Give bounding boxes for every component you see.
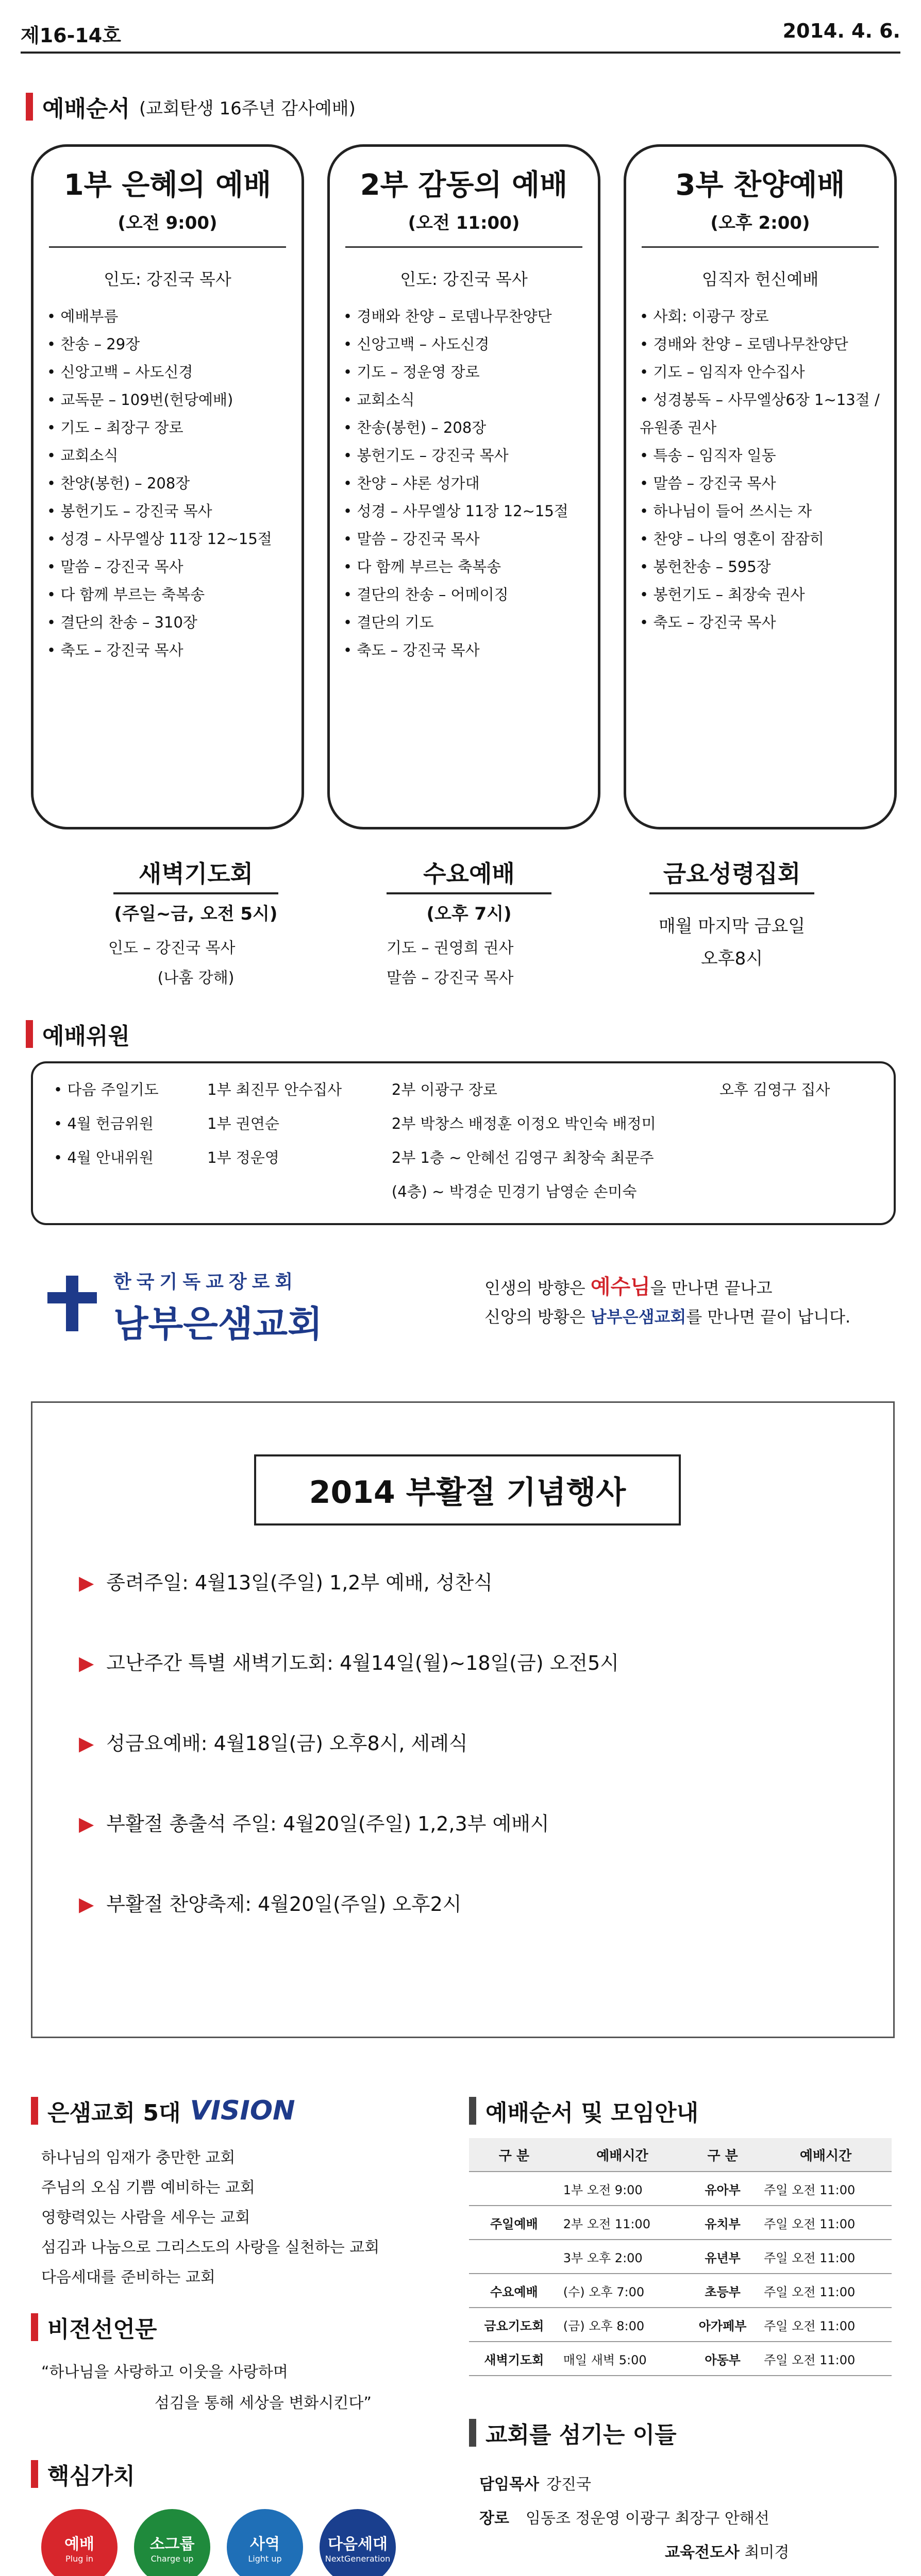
divider	[649, 892, 814, 894]
service-order-item: • 경배와 찬양 – 로뎀나무찬양단	[343, 302, 598, 330]
core-value-label: 사역	[250, 2535, 280, 2553]
service-order-item: • 특송 – 임직자 일동	[640, 442, 894, 469]
service-order-item: • 교독문 – 109번(헌당예배)	[47, 386, 302, 414]
vision-item: 주님의 오심 기쁨 예비하는 교회	[41, 2179, 255, 2197]
service-order-item: • 기도 – 정운영 장로	[343, 358, 598, 386]
section-marker-icon	[31, 2313, 38, 2341]
staff-cell: 1부 최진무 안수집사	[207, 1081, 342, 1098]
schedule-cell: 주일 오전 11:00	[760, 2308, 892, 2342]
schedule-row	[469, 2172, 892, 2206]
service-order-item: • 말씀 – 강진국 목사	[343, 525, 598, 553]
staff-cell: (4층) ~ 박경순 민경기 남영순 손미숙	[391, 1183, 637, 1200]
service-order-list	[626, 302, 894, 636]
slogan-highlight: 남부은샘교회	[590, 1307, 686, 1327]
schedule-header-cell: 예배시간	[559, 2138, 685, 2172]
church-name: 남부은샘교회	[113, 1303, 323, 1345]
worship-staff-heading	[26, 1018, 130, 1050]
service-order-item: • 신앙고백 – 사도신경	[343, 330, 598, 358]
service-box-2	[327, 144, 600, 829]
schedule-row	[469, 2240, 892, 2274]
schedule-cell	[469, 2240, 559, 2274]
slogan-line-2	[484, 1302, 897, 1331]
easter-event-text: 부활절 찬양축제: 4월20일(주일) 오후2시	[106, 1893, 462, 1916]
worship-heading-text: 예배순서	[42, 96, 130, 122]
easter-event-text: 성금요예배: 4월18일(금) 오후8시, 세례식	[106, 1732, 468, 1755]
staff-row	[54, 1175, 873, 1209]
staff-list	[479, 2468, 892, 2570]
staff-cell	[207, 1175, 392, 1209]
core-value-sub: Charge up	[150, 2553, 194, 2564]
bulletin-date: 2014. 4. 6.	[782, 20, 900, 42]
slogan-line-1	[484, 1273, 897, 1302]
church-denomination: 한국기독교장로회	[113, 1272, 298, 1293]
service-order-item: • 다 함께 부르는 축복송	[343, 553, 598, 581]
easter-event-text: 부활절 총출석 주일: 4월20일(주일) 1,2,3부 예배시	[106, 1812, 549, 1835]
vision-heading-text: 은샘교회 5대	[47, 2100, 181, 2126]
easter-event-item	[79, 1568, 862, 1598]
vision-list	[41, 2143, 454, 2293]
vision-item: 다음세대를 준비하는 교회	[41, 2268, 215, 2286]
service-order-item: • 하나님이 들어 쓰시는 자	[640, 497, 894, 525]
staff-value: 강진국	[546, 2476, 591, 2494]
schedule-cell: 주일 오전 11:00	[760, 2274, 892, 2308]
schedule-cell: 2부 오전 11:00	[559, 2206, 685, 2240]
issue-number: 제16-14호	[21, 24, 121, 47]
service-order-item: • 찬양 – 샤론 성가대	[343, 469, 598, 497]
staff-cell: • 다음 주일기도	[54, 1081, 159, 1098]
service-time: (오후 2:00)	[710, 213, 810, 233]
divider	[642, 246, 879, 248]
vision-heading	[31, 2094, 295, 2127]
schedule-header-cell: 예배시간	[760, 2138, 892, 2172]
schedule-cell: 금요기도회	[469, 2308, 559, 2342]
easter-events-box	[31, 1401, 895, 2038]
worship-subheading: (교회탄생 16주년 감사예배)	[139, 98, 356, 119]
easter-event-item	[79, 1728, 862, 1758]
schedule-cell: 주일 오전 11:00	[760, 2342, 892, 2376]
divider	[345, 246, 582, 248]
service-order-item: • 결단의 기도	[343, 608, 598, 636]
service-order-item: • 결단의 찬송 – 310장	[47, 608, 302, 636]
core-value-label: 소그룹	[149, 2535, 195, 2553]
sub-service-line: 인도 – 강진국 목사	[108, 939, 236, 957]
church-logo	[41, 1252, 412, 1345]
schedule-heading-text: 예배순서 및 모임안내	[485, 2100, 699, 2126]
arrow-icon: ▶	[79, 1893, 94, 1916]
service-box-3	[624, 144, 897, 829]
staff-cell: 오후 김영구 집사	[719, 1081, 830, 1098]
service-leader: 인도: 강진국 목사	[104, 269, 231, 289]
staff-cell: 2부 1층 ~ 안혜선 김영구 최창숙 최문주	[391, 1149, 654, 1166]
staff-cell: • 4월 안내위원	[54, 1149, 154, 1166]
slogan-text: 를 만나면 끝이 납니다.	[686, 1307, 851, 1327]
core-value-label: 예배	[64, 2535, 94, 2553]
sub-service-line: 매월 마지막 금요일	[658, 916, 806, 937]
schedule-cell: 주일 오전 11:00	[760, 2240, 892, 2274]
staff-cell: 1부 권연순	[207, 1115, 279, 1132]
worship-staff-box	[31, 1061, 896, 1225]
staff-cell: • 4월 헌금위원	[54, 1115, 154, 1132]
service-order-item: • 사회: 이광구 장로	[640, 302, 894, 330]
service-order-item: • 봉헌찬송 – 595장	[640, 553, 894, 581]
service-order-item: • 기도 – 임직자 안수집사	[640, 358, 894, 386]
sub-service-title: 수요예배	[423, 860, 515, 888]
section-marker-icon	[31, 2460, 38, 2488]
staff-label: 교육전도사	[665, 2544, 740, 2562]
schedule-cell: 초등부	[685, 2274, 760, 2308]
staff-label: 담임목사	[479, 2476, 539, 2494]
easter-event-list	[79, 1568, 862, 1970]
declaration-line: “하나님을 사랑하고 이웃을 사랑하며	[41, 2363, 288, 2381]
schedule-cell: 주일 오전 11:00	[760, 2172, 892, 2206]
service-leader: 인도: 강진국 목사	[400, 269, 528, 289]
worship-order-heading	[26, 90, 356, 123]
wednesday-service-block	[371, 855, 567, 988]
sub-service-time: (오후 7시)	[426, 904, 512, 924]
service-order-item: • 말씀 – 강진국 목사	[640, 469, 894, 497]
dawn-prayer-block	[98, 855, 294, 988]
service-order-item: • 교회소식	[343, 386, 598, 414]
section-marker-icon	[26, 1020, 33, 1048]
sub-service-line: (나훔 강해)	[157, 969, 235, 987]
service-order-item: • 찬양 – 나의 영혼이 잠잠히	[640, 525, 894, 553]
section-marker-icon	[469, 2097, 476, 2125]
service-order-item: • 기도 – 최장구 장로	[47, 414, 302, 442]
schedule-cell: 주일예배	[469, 2206, 559, 2240]
easter-event-item	[79, 1809, 862, 1839]
staff-pastor	[479, 2468, 892, 2502]
easter-event-item	[79, 1889, 862, 1919]
slogan-text: 을 만나면 끝나고	[650, 1278, 773, 1298]
core-values-heading	[31, 2458, 135, 2490]
service-title: 1부 은혜의 예배	[63, 168, 272, 202]
service-order-item: • 성경 – 사무엘상 11장 12~15절	[47, 525, 302, 553]
sub-service-line: 말씀 – 강진국 목사	[387, 969, 514, 987]
staff-edu	[479, 2536, 892, 2570]
easter-event-text: 고난주간 특별 새벽기도회: 4월14일(월)~18일(금) 오전5시	[106, 1652, 619, 1674]
service-order-list	[34, 302, 302, 664]
schedule-cell: (수) 오후 7:00	[559, 2274, 685, 2308]
worship-staff-heading-text: 예배위원	[42, 1023, 130, 1049]
declaration-text	[41, 2357, 454, 2419]
arrow-icon: ▶	[79, 1732, 94, 1755]
vision-item: 섬김과 나눔으로 그리스도의 사랑을 실천하는 교회	[41, 2239, 380, 2257]
service-order-item: • 축도 – 강진국 목사	[343, 636, 598, 664]
schedule-cell: 수요예배	[469, 2274, 559, 2308]
service-order-item: • 결단의 찬송 – 어메이징	[343, 581, 598, 608]
service-order-item: • 신앙고백 – 사도신경	[47, 358, 302, 386]
service-order-item: • 찬송(봉헌) – 208장	[343, 414, 598, 442]
slogan-highlight: 예수님	[590, 1275, 650, 1299]
staff-row	[54, 1141, 873, 1175]
service-order-item: • 경배와 찬양 – 로뎀나무찬양단	[640, 330, 894, 358]
core-value-badge	[41, 2509, 118, 2576]
schedule-row	[469, 2308, 892, 2342]
friday-meeting-block	[634, 855, 830, 970]
staff-value: 임동조 정운영 이광구 최장구 안해선	[526, 2510, 769, 2528]
staff-cell: 2부 박창스 배정훈 이정오 박인숙 배정미	[391, 1115, 656, 1132]
schedule-heading	[469, 2094, 698, 2127]
staff-cell	[54, 1175, 207, 1209]
service-title: 3부 찬양예배	[675, 168, 845, 202]
easter-event-text: 종려주일: 4월13일(주일) 1,2부 예배, 성찬식	[106, 1571, 493, 1594]
service-title: 2부 감동의 예배	[360, 168, 568, 202]
service-order-item: • 봉헌기도 – 최장숙 권사	[640, 581, 894, 608]
core-values-heading-text: 핵심가치	[47, 2463, 136, 2489]
schedule-table	[469, 2138, 892, 2376]
service-time: (오전 9:00)	[118, 213, 217, 233]
core-values-row	[41, 2509, 396, 2576]
service-order-item: • 축도 – 강진국 목사	[47, 636, 302, 664]
service-order-item: • 성경봉독 – 사무엘상6장 1~13절 / 유원종 권사	[640, 386, 894, 442]
easter-event-item	[79, 1648, 862, 1678]
schedule-cell: 3부 오후 2:00	[559, 2240, 685, 2274]
slogan-text: 인생의 방향은	[484, 1278, 591, 1298]
core-value-sub: NextGeneration	[325, 2553, 391, 2564]
core-value-badge	[134, 2509, 210, 2576]
staff-row	[54, 1073, 873, 1107]
service-time: (오전 11:00)	[408, 213, 520, 233]
service-leader: 임직자 헌신예배	[701, 269, 819, 289]
schedule-cell: 매일 새벽 5:00	[559, 2342, 685, 2376]
schedule-cell: 유아부	[685, 2172, 760, 2206]
staff-elders	[479, 2502, 892, 2536]
section-marker-icon	[26, 93, 33, 121]
service-order-item: • 찬송 – 29장	[47, 330, 302, 358]
arrow-icon: ▶	[79, 1652, 94, 1674]
worship-staff-rows	[33, 1063, 894, 1218]
schedule-cell: 유치부	[685, 2206, 760, 2240]
service-order-item: • 성경 – 사무엘상 11장 12~15절	[343, 497, 598, 525]
staff-heading-text: 교회를 섬기는 이들	[485, 2422, 677, 2448]
sub-service-line: 기도 – 권영희 권사	[387, 939, 514, 957]
service-order-item: • 교회소식	[47, 442, 302, 469]
core-value-sub: Plug in	[65, 2553, 94, 2564]
service-order-item: • 찬양(봉헌) – 208장	[47, 469, 302, 497]
staff-cell: 1부 정운영	[207, 1149, 279, 1166]
schedule-row	[469, 2206, 892, 2240]
service-box-1	[31, 144, 304, 829]
arrow-icon: ▶	[79, 1812, 94, 1835]
staff-value: 최미경	[744, 2544, 790, 2562]
divider	[113, 892, 278, 894]
divider	[387, 892, 551, 894]
schedule-cell: 유년부	[685, 2240, 760, 2274]
staff-row	[54, 1107, 873, 1141]
service-order-item: • 다 함께 부르는 축복송	[47, 581, 302, 608]
schedule-header-row	[469, 2138, 892, 2172]
schedule-row	[469, 2342, 892, 2376]
schedule-header-cell: 구 분	[469, 2138, 559, 2172]
vision-heading-accent: VISION	[190, 2095, 295, 2126]
bulletin-header	[21, 10, 900, 54]
declaration-heading	[31, 2311, 157, 2344]
church-cross-logo-icon	[41, 1273, 103, 1334]
sub-service-title: 새벽기도회	[138, 860, 254, 888]
slogan-text: 신앙의 방황은	[484, 1307, 591, 1327]
schedule-cell: 아동부	[685, 2342, 760, 2376]
schedule-cell	[469, 2172, 559, 2206]
schedule-header-cell: 구 분	[685, 2138, 760, 2172]
service-order-list	[330, 302, 598, 664]
schedule-cell: 새벽기도회	[469, 2342, 559, 2376]
declaration-heading-text: 비전선언문	[47, 2316, 157, 2343]
staff-cell	[719, 1141, 873, 1175]
core-value-label: 다음세대	[328, 2535, 388, 2553]
vision-item: 영향력있는 사람을 세우는 교회	[41, 2209, 250, 2227]
core-value-sub: Light up	[248, 2553, 282, 2564]
staff-cell: 2부 이광구 장로	[391, 1081, 497, 1098]
easter-title: 2014 부활절 기념행사	[254, 1454, 681, 1526]
service-order-item: • 봉헌기도 – 강진국 목사	[343, 442, 598, 469]
staff-cell	[719, 1107, 873, 1141]
schedule-cell: 주일 오전 11:00	[760, 2206, 892, 2240]
schedule-cell: 1부 오전 9:00	[559, 2172, 685, 2206]
staff-heading	[469, 2416, 677, 2449]
service-order-item: • 말씀 – 강진국 목사	[47, 553, 302, 581]
service-order-item: • 봉헌기도 – 강진국 목사	[47, 497, 302, 525]
divider	[49, 246, 286, 248]
sub-service-line: 오후8시	[700, 948, 763, 969]
service-order-item: • 예배부름	[47, 302, 302, 330]
sub-service-title: 금요성령집회	[663, 860, 801, 888]
schedule-cell: (금) 오후 8:00	[559, 2308, 685, 2342]
staff-label: 장로	[479, 2510, 509, 2528]
staff-cell	[719, 1175, 873, 1209]
declaration-line: 섬김을 통해 세상을 변화시킨다”	[155, 2394, 372, 2412]
core-value-badge	[320, 2509, 396, 2576]
core-value-badge	[227, 2509, 303, 2576]
vision-item: 하나님의 임재가 충만한 교회	[41, 2149, 236, 2167]
schedule-row	[469, 2274, 892, 2308]
section-marker-icon	[469, 2419, 476, 2447]
arrow-icon: ▶	[79, 1571, 94, 1594]
sub-service-time: (주일~금, 오전 5시)	[114, 904, 278, 924]
section-marker-icon	[31, 2097, 38, 2125]
schedule-cell: 아가페부	[685, 2308, 760, 2342]
service-order-item: • 축도 – 강진국 목사	[640, 608, 894, 636]
church-slogan	[484, 1273, 897, 1331]
